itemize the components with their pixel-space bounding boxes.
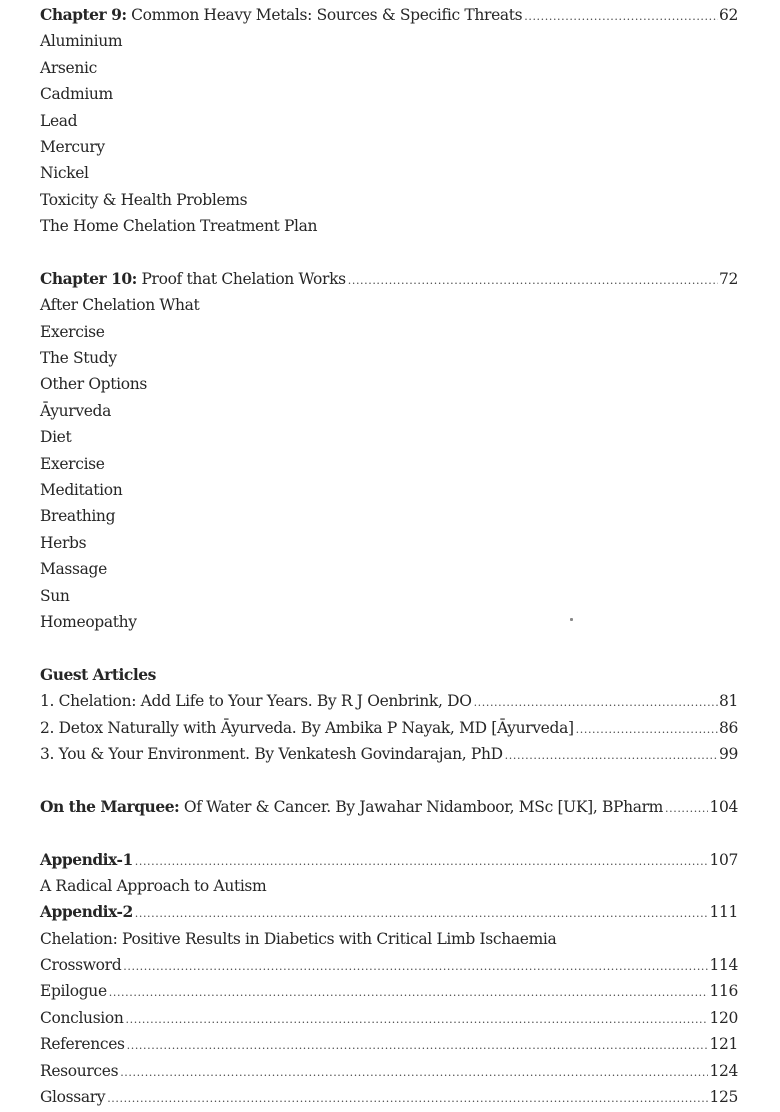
page-number: 107 (709, 850, 738, 869)
dot-leader (474, 690, 718, 716)
spacer (40, 240, 738, 266)
table-of-contents (40, 2, 738, 1110)
toc-subitem: Exercise (40, 322, 105, 341)
page-number: 120 (709, 1008, 738, 1027)
spacer (40, 635, 738, 661)
page-number: 114 (709, 956, 738, 975)
toc-entry-guest-article[interactable]: 1. Chelation: Add Life to Your Years. By R J Oenbrink, DO ..... 81 (40, 688, 738, 714)
toc-entry-crossword[interactable]: Crossword ..... 114 (40, 952, 738, 978)
toc-subitem: Āyurveda (40, 401, 112, 420)
page-number: 62 (718, 6, 738, 24)
toc-subitem: Nickel (40, 164, 89, 183)
page-number: 104 (709, 797, 738, 816)
dot-leader (135, 849, 709, 875)
toc-subitem: Homeopathy (40, 612, 137, 631)
dot-leader (524, 4, 718, 30)
scan-speck (570, 618, 573, 621)
toc-subitem: Diet (40, 428, 72, 447)
dot-leader (665, 796, 708, 822)
toc-entry-resources[interactable]: Resources ..... 124 (40, 1058, 738, 1084)
toc-entry-appendix-1[interactable]: Appendix-1 ..... 107 (40, 847, 738, 873)
toc-subitem: Chelation: Positive Results in Diabetics with Critical Limb Ischaemia (40, 929, 557, 948)
toc-entry-glossary[interactable]: Glossary ..... 125 (40, 1084, 738, 1110)
toc-entry-appendix-2[interactable]: Appendix-2 ..... 111 (40, 899, 738, 925)
chapter-title: Chapter 10: Proof that Chelation Works (40, 268, 346, 288)
toc-subitem: After Chelation What (40, 296, 200, 315)
toc-entry-conclusion[interactable]: Conclusion ..... 120 (40, 1005, 738, 1031)
toc-entry-epilogue[interactable]: Epilogue ..... 116 (40, 978, 738, 1004)
toc-subitem: Lead (40, 111, 78, 130)
toc-subitem: The Home Chelation Treatment Plan (40, 217, 318, 236)
spacer (40, 820, 738, 846)
dot-leader (109, 980, 709, 1006)
toc-entry-guest-article[interactable]: 3. You & Your Environment. By Venkatesh Govindarajan, PhD ..... 99 (40, 741, 738, 767)
toc-entry-chapter-10[interactable] (40, 266, 738, 292)
dot-leader (120, 1060, 708, 1086)
toc-subitem: A Radical Approach to Autism (40, 876, 267, 895)
toc-subitem: The Study (40, 349, 117, 368)
page-number: 81 (718, 692, 738, 711)
toc-subitem: Aluminium (40, 32, 123, 51)
toc-subitem: Sun (40, 586, 70, 605)
page-number: 72 (718, 269, 738, 288)
page-number: 111 (709, 903, 738, 922)
dot-leader (348, 268, 718, 294)
toc-subitem: Massage (40, 560, 107, 579)
dot-leader (576, 717, 718, 743)
toc-entry-guest-article[interactable]: 2. Detox Naturally with Āyurveda. By Ambika P Nayak, MD [Āyurveda] ..... 86 (40, 715, 738, 741)
dot-leader (127, 1033, 709, 1059)
toc-entry-chapter-9[interactable] (40, 2, 738, 28)
dot-leader (123, 954, 708, 980)
page-number: 99 (718, 744, 738, 763)
chapter-title: Chapter 9: Common Heavy Metals: Sources & Specific Threats (40, 5, 523, 24)
toc-subitem: Exercise (40, 454, 105, 473)
page-number: 125 (709, 1088, 738, 1107)
toc-subitem: Meditation (40, 481, 123, 500)
toc-subitem: Other Options (40, 375, 147, 394)
toc-subitem: Cadmium (40, 85, 113, 104)
toc-subitem: Mercury (40, 137, 105, 156)
dot-leader (107, 1086, 708, 1112)
toc-subitem: Herbs (40, 533, 87, 552)
toc-subitem: Arsenic (40, 58, 97, 77)
page-number: 124 (709, 1061, 738, 1080)
section-heading-guest-articles: Guest Articles (40, 664, 156, 684)
toc-subitem: Breathing (40, 507, 116, 526)
dot-leader (135, 901, 709, 927)
toc-entry-marquee[interactable]: On the Marquee: Of Water & Cancer. By Jawahar Nidamboor, MSc [UK], BPharm ..... 104 (40, 794, 738, 820)
page-number: 116 (709, 982, 738, 1001)
spacer (40, 767, 738, 793)
toc-entry-references[interactable]: References ..... 121 (40, 1031, 738, 1057)
page-number: 121 (709, 1035, 738, 1054)
toc-subitem: Toxicity & Health Problems (40, 190, 248, 209)
dot-leader (505, 743, 718, 769)
dot-leader (126, 1007, 709, 1033)
page-number: 86 (718, 718, 738, 737)
